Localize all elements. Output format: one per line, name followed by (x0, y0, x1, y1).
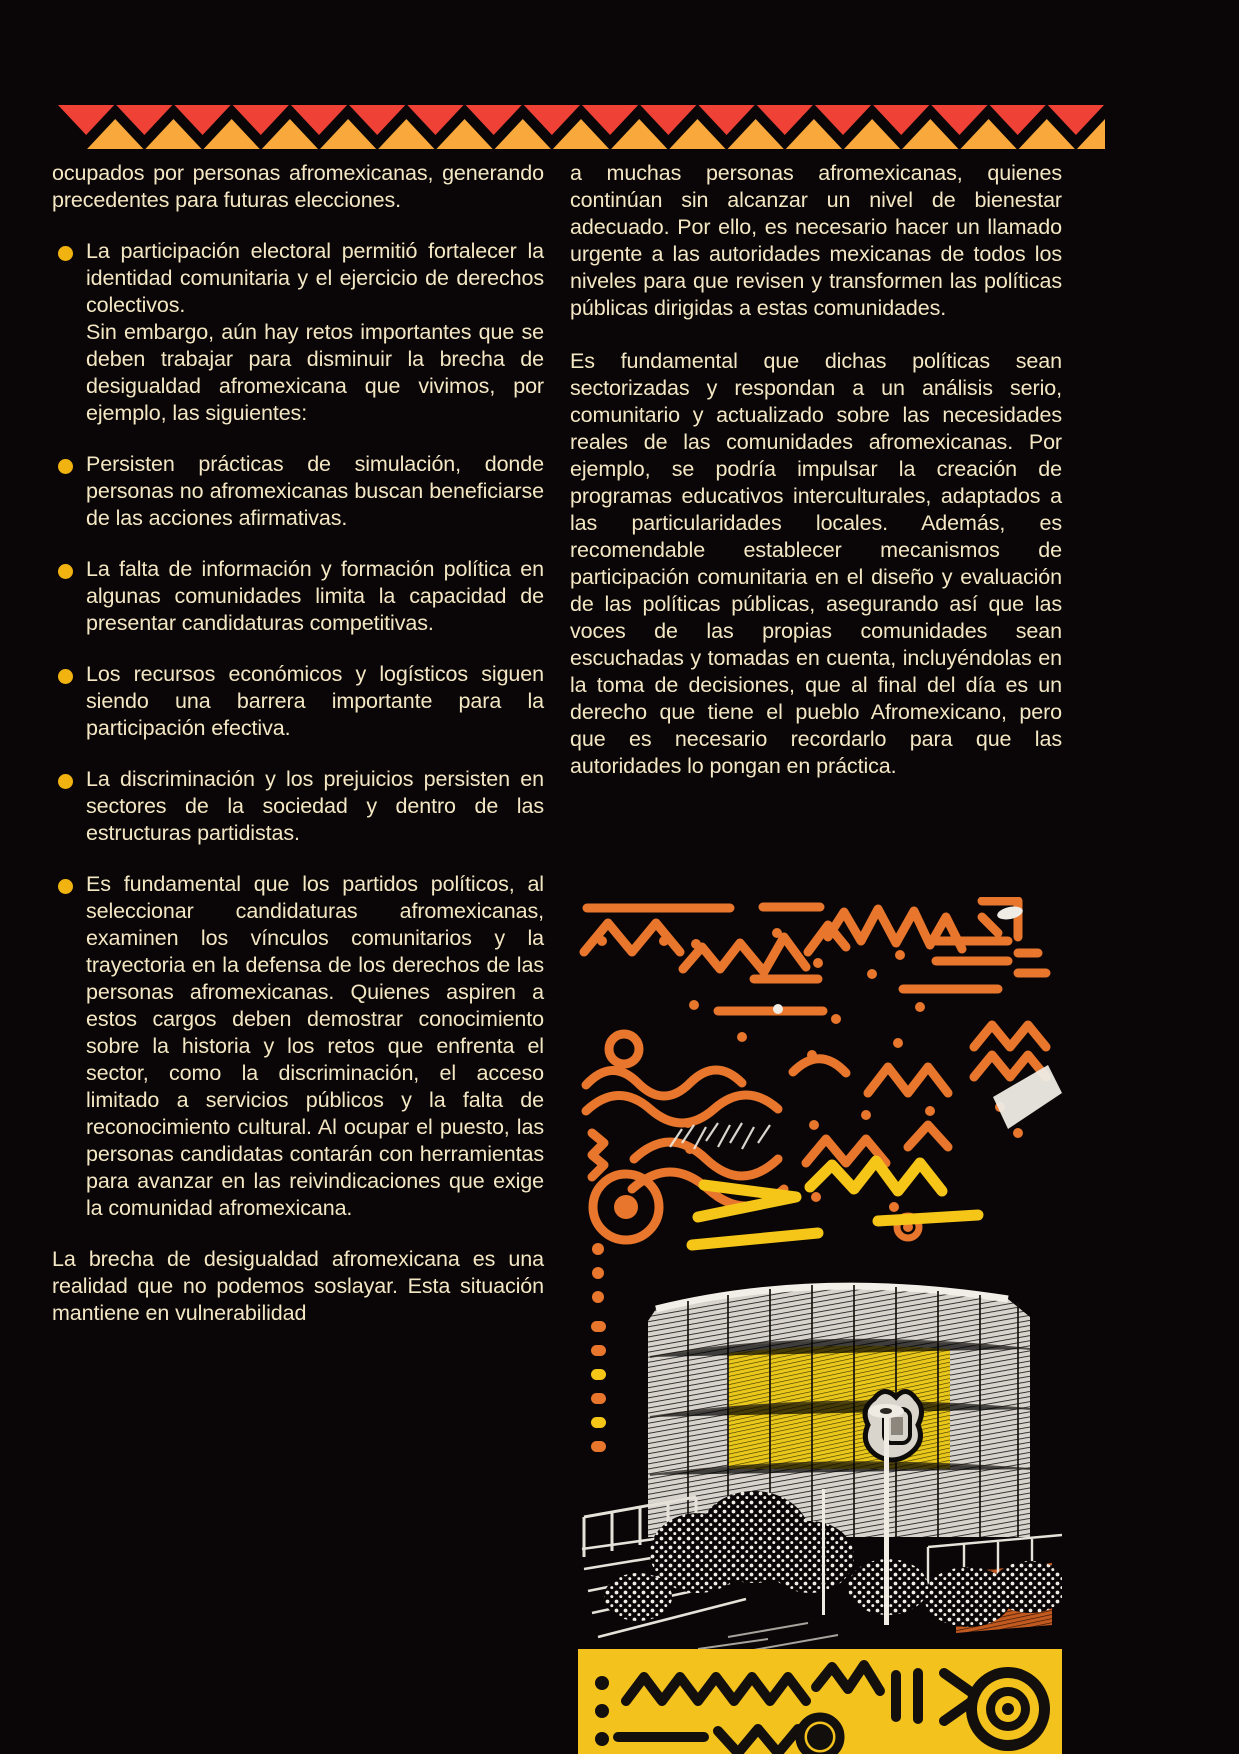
list-item (52, 871, 544, 1222)
left-column (52, 160, 544, 1327)
header-pattern-svg (57, 105, 1105, 149)
artwork-illustration (578, 897, 1062, 1754)
list-item (52, 766, 544, 847)
list-item (52, 451, 544, 532)
building-emblem (865, 1391, 921, 1460)
paragraph-bienestar: a muchas personas afromexicanas, quienes continúan sin alcanzar un nivel de bienestar adecuado. Por ello, es necesario hacer un llamado urgente a las autoridades mexicanas de todos los niveles para que revisen y transformen las políticas públicas dirigidas a estas comunidades. (570, 161, 1062, 320)
list-item (52, 661, 544, 742)
list-item (52, 556, 544, 637)
bullet-dot-icon (58, 564, 73, 579)
paragraph-retos (52, 319, 544, 427)
paragraph-text: Sin embargo, aún hay retos importantes que se deben trabajar para disminuir la brecha de desigualdad afromexicana que vivimos, por ejemplo, las siguientes: (86, 320, 544, 425)
list-item-text: La falta de información y formación política en algunas comunidades limita la capacidad de presentar candidaturas competitivas. (86, 557, 544, 635)
bullet-dot-icon (58, 246, 73, 261)
list-item-text: La participación electoral permitió fortalecer la identidad comunitaria y el ejercicio de derechos colectivos. (86, 239, 544, 317)
list-item-text: Los recursos económicos y logísticos siguen siendo una barrera importante para la participación efectiva. (86, 662, 544, 740)
spiral-emblem-icon (966, 1667, 1050, 1751)
list-item-text: La discriminación y los prejuicios persisten en sectores de la sociedad y dentro de las estructuras partidistas. (86, 767, 544, 845)
list-item-text: Es fundamental que los partidos políticos, al seleccionar candidaturas afromexicanas, examinen los vínculos comunitarios y la trayectoria en la defensa de los derechos de las personas afromexicanas. Quienes aspiren a estos cargos deben demostrar conocimiento sobre la historia y los retos que enfrenta el sector, como la discriminación, el acceso limitado a servicios públicos y la falta de reconocimiento cultural. Al ocupar el puesto, las personas candidatas contarán con herramientas para avanzar en las reivindicaciones que exige la comunidad afromexicana. (86, 872, 544, 1220)
closing-paragraph: La brecha de desigualdad afromexicana es una realidad que no podemos soslayar. Esta situación mantiene en vulnerabilidad (52, 1247, 544, 1325)
paragraph-politicas: Es fundamental que dichas políticas sean sectorizadas y respondan a un análisis serio, comunitario y actualizado sobre las necesidades reales de las comunidades afromexicanas. Por ejemplo, se podría impulsar la creación de programas educativos interculturales, adaptados a las particularidades locales. Además, es recomendable establecer mecanismos de participación comunitaria en el diseño y evaluación de las políticas públicas, asegurando así que las voces de las propias comunidades sean escuchadas y tomadas en cuenta, incluyéndolas en la toma de decisiones, que al final del día es un derecho que tiene el pueblo Afromexicano, pero que es necesario recordarlo para que las autoridades lo pongan en práctica. (570, 349, 1062, 778)
list-item (52, 238, 544, 319)
list-item-text: Persisten prácticas de simulación, donde personas no afromexicanas buscan beneficiarse de las acciones afirmativas. (86, 452, 544, 530)
bullet-dot-icon (58, 669, 73, 684)
footer-pattern-band (578, 1649, 1062, 1754)
bullet-dot-icon (58, 879, 73, 894)
paragraph-continued: ocupados por personas afromexicanas, generando precedentes para futuras elecciones. (52, 161, 544, 212)
bullet-dot-icon (58, 774, 73, 789)
artwork-svg (578, 897, 1062, 1754)
header-triangle-pattern (57, 105, 1105, 149)
bullet-dot-icon (58, 459, 73, 474)
